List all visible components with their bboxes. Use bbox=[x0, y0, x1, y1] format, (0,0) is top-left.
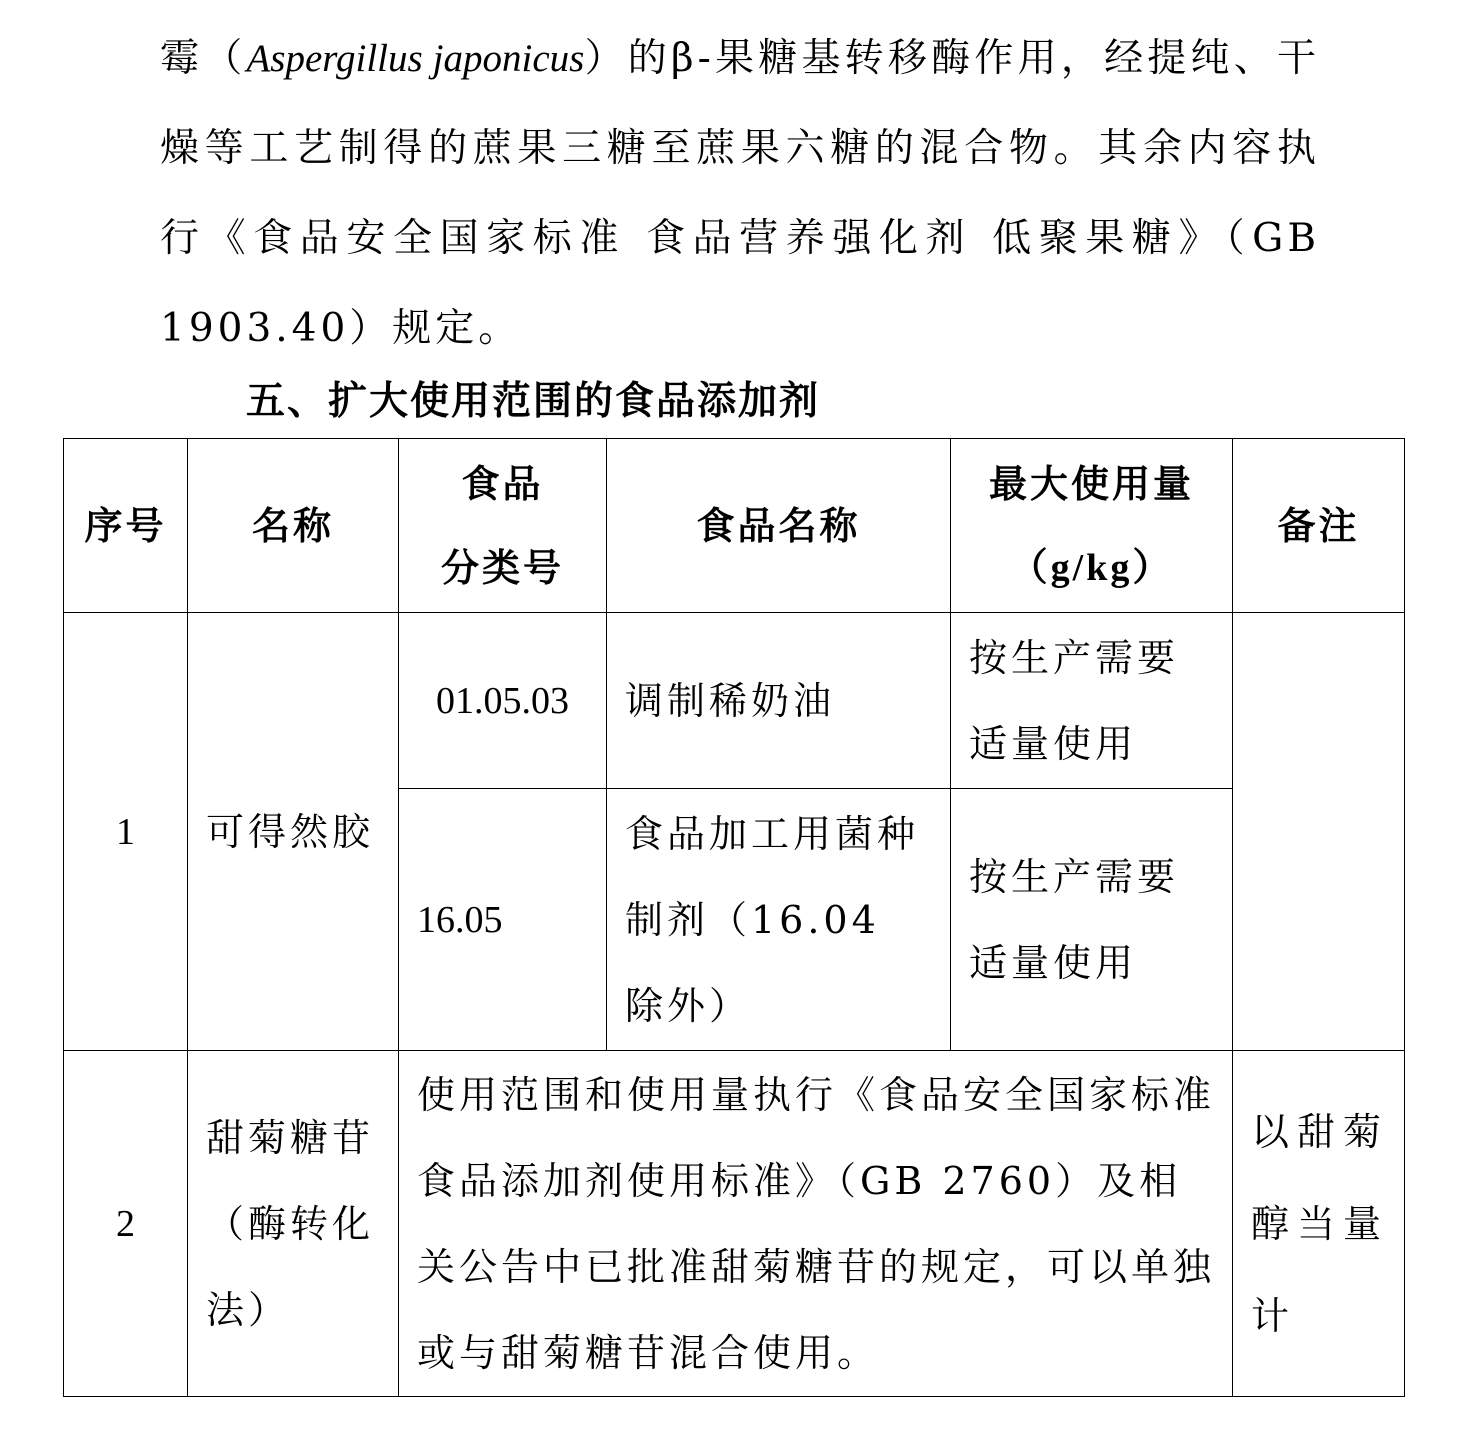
intro-text-after: ）的β-果糖基转移酶作用，经提纯、干燥等工艺制得的蔗果三糖至蔗果六糖的混合物。其余内容执行《食品安全国家标准 食品营养强化剂 低聚果糖》（GB 1903.40）规定。 bbox=[160, 36, 1320, 351]
row2-merged-text: 使用范围和使用量执行《食品安全国家标准 食品添加剂使用标准》（GB 2760）及相关公告中已批准甜菊糖苷的规定，可以单独或与甜菊糖苷混合使用。 bbox=[399, 1051, 1233, 1397]
row1-item2-max-use: 按生产需要适量使用 bbox=[951, 789, 1233, 1051]
row1-item1-max-use: 按生产需要适量使用 bbox=[951, 613, 1233, 789]
intro-paragraph bbox=[160, 14, 1320, 374]
row1-remarks bbox=[1233, 613, 1405, 1051]
header-max-use bbox=[951, 439, 1233, 613]
header-food-name: 食品名称 bbox=[607, 439, 951, 613]
intro-text-before: 霉（ bbox=[160, 36, 247, 81]
row1-item2-category: 16.05 bbox=[399, 789, 607, 1051]
section-title: 五、扩大使用范围的食品添加剂 bbox=[246, 379, 821, 424]
header-category-line1: 食品 bbox=[461, 461, 544, 506]
table-row bbox=[64, 613, 1405, 789]
table-row bbox=[64, 1051, 1405, 1397]
row1-seq: 1 bbox=[64, 613, 188, 1051]
row2-seq: 2 bbox=[64, 1051, 188, 1397]
header-remarks: 备注 bbox=[1233, 439, 1405, 613]
row1-item1-category: 01.05.03 bbox=[399, 613, 607, 789]
intro-latin-species: Aspergillus japonicus bbox=[246, 37, 585, 80]
row1-name: 可得然胶 bbox=[188, 613, 399, 1051]
row2-name: 甜菊糖苷（酶转化法） bbox=[188, 1051, 399, 1397]
row2-remarks: 以甜菊醇当量计 bbox=[1233, 1051, 1405, 1397]
header-max-use-line1: 最大使用量 bbox=[988, 461, 1194, 506]
table-header-row bbox=[64, 439, 1405, 613]
row1-item2-food: 食品加工用菌种制剂（16.04 除外） bbox=[607, 789, 951, 1051]
header-category-line2: 分类号 bbox=[440, 545, 564, 590]
header-name: 名称 bbox=[188, 439, 399, 613]
row1-item1-food: 调制稀奶油 bbox=[607, 613, 951, 789]
header-category bbox=[399, 439, 607, 613]
header-max-use-line2: （g/kg） bbox=[1009, 546, 1174, 589]
additives-table bbox=[63, 438, 1405, 1397]
header-seq: 序号 bbox=[64, 439, 188, 613]
